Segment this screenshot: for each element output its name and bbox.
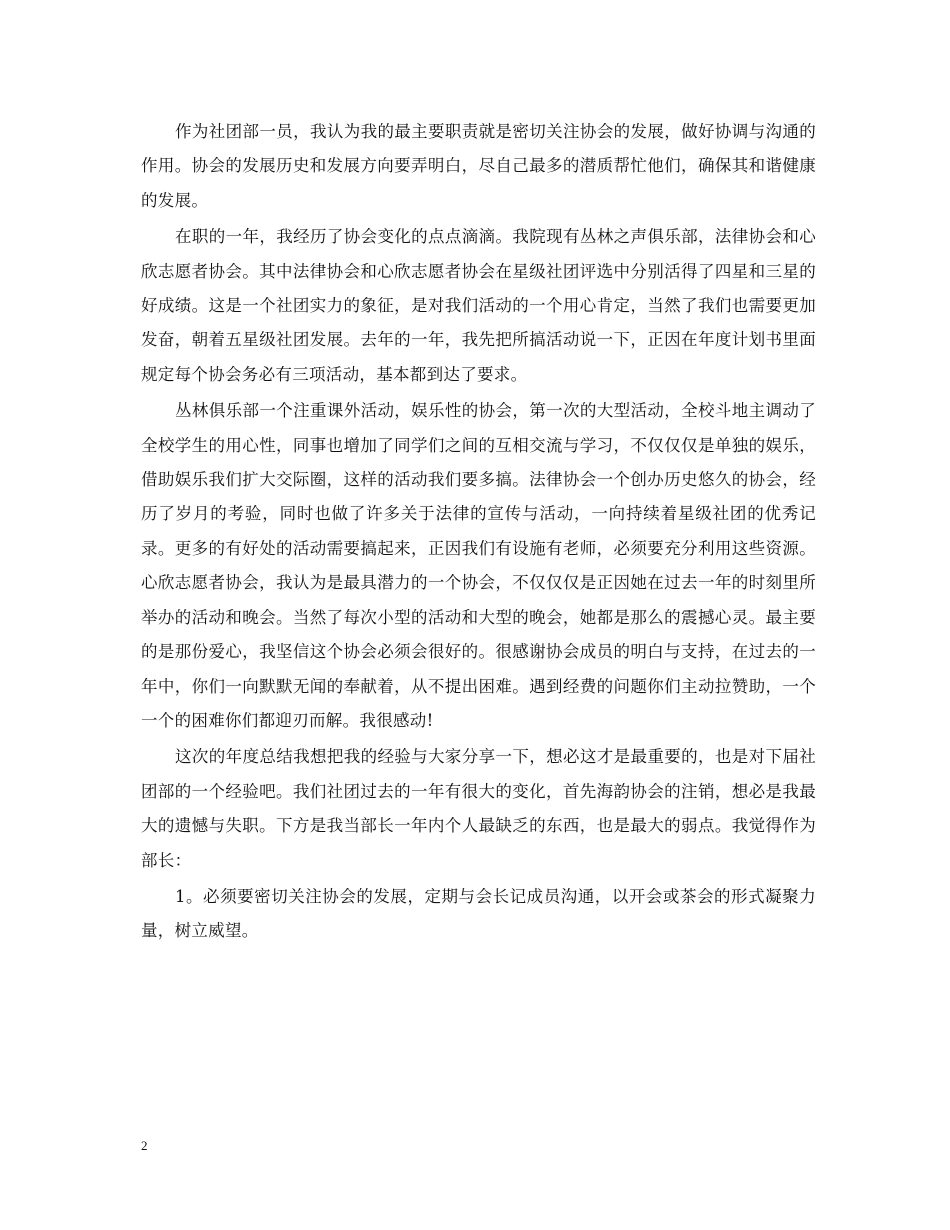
paragraph-1: 作为社团部一员，我认为我的最主要职责就是密切关注协会的发展，做好协调与沟通的作用。协会的发展历史和发展方向要弄明白，尽自己最多的潜质帮忙他们，确保其和谐健康的发展。 — [141, 122, 816, 210]
paragraph-5: 1。必须要密切关注协会的发展，定期与会长记成员沟通，以开会或茶会的形式凝聚力量，树立威望。 — [141, 886, 816, 941]
body-text — [141, 115, 816, 951]
page-number: 2 — [141, 1138, 148, 1153]
paragraph-2: 在职的一年，我经历了协会变化的点点滴滴。我院现有丛林之声俱乐部，法律协会和心欣志愿者协会。其中法律协会和心欣志愿者协会在星级社团评选中分别活得了四星和三星的好成绩。这是一个社团实力的象征，是对我们活动的一个用心肯定，当然了我们也需要更加发奋，朝着五星级社团发展。去年的一年，我先把所搞活动说一下，正因在年度计划书里面规定每个协会务必有三项活动，基本都到达了要求。 — [141, 227, 816, 384]
paragraph-4: 这次的年度总结我想把我的经验与大家分享一下，想必这才是最重要的，也是对下届社团部的一个经验吧。我们社团过去的一年有很大的变化，首先海韵协会的注销，想必是我最大的遗憾与失职。下方是我当部长一年内个人最缺乏的东西，也是最大的弱点。我觉得作为部长： — [141, 747, 816, 870]
paragraph-3: 丛林俱乐部一个注重课外活动，娱乐性的协会，第一次的大型活动，全校斗地主调动了全校学生的用心性，同事也增加了同学们之间的互相交流与学习，不仅仅仅是单独的娱乐，借助娱乐我们扩大交际圈，这样的活动我们要多搞。法律协会一个创办历史悠久的协会，经历了岁月的考验，同时也做了许多关于法律的宣传与活动，一向持续着星级社团的优秀记录。更多的有好处的活动需要搞起来，正因我们有设施有老师，必须要充分利用这些资源。心欣志愿者协会，我认为是最具潜力的一个协会，不仅仅仅是正因她在过去一年的时刻里所举办的活动和晚会。当然了每次小型的活动和大型的晚会，她都是那么的震撼心灵。最主要的是那份爱心，我坚信这个协会必须会很好的。很感谢协会成员的明白与支持，在过去的一年中，你们一向默默无闻的奉献着，从不提出困难。遇到经费的问题你们主动拉赞助，一个一个的困难你们都迎刃而解。我很感动! — [141, 401, 816, 730]
